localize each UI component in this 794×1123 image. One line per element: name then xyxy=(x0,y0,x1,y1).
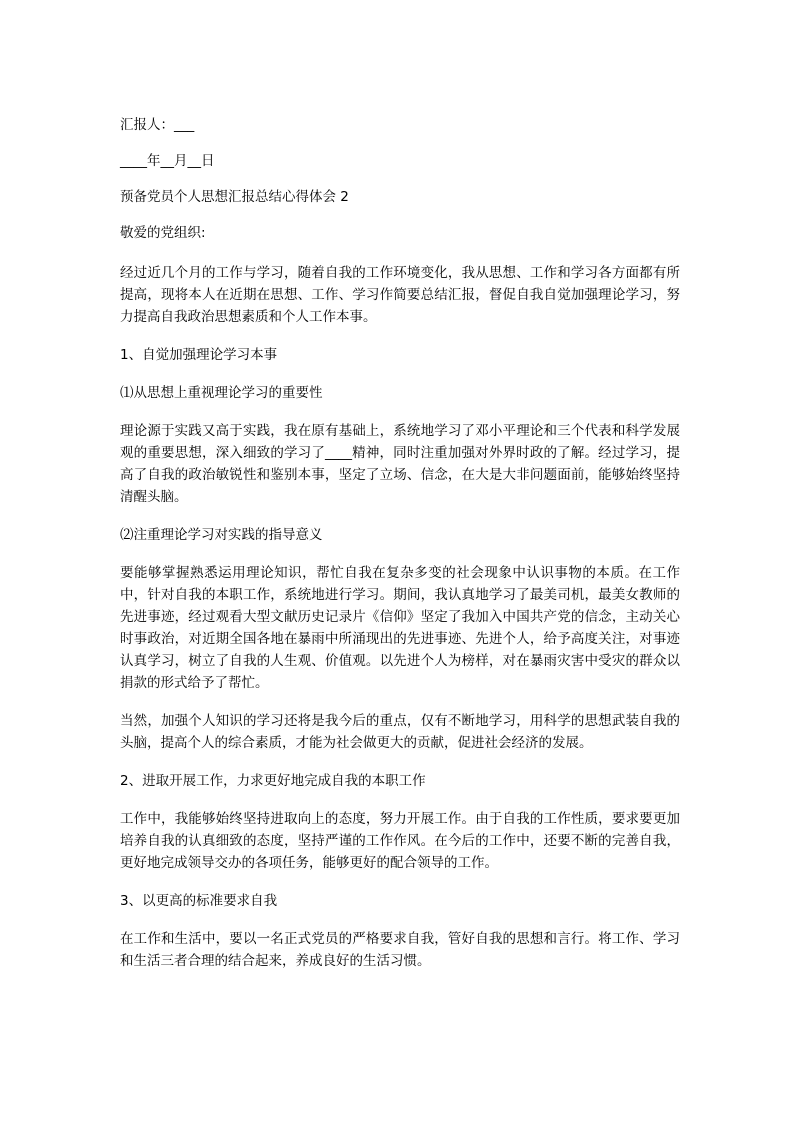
date-line: ____年__月__日 xyxy=(120,153,215,169)
subsection-2-paragraph: 要能够掌握熟悉运用理论知识，帮忙自我在复杂多变的社会现象中认识事物的本质。在工作中，针对自我的本职工作，系统地进行学习。期间，我认真地学习了最美司机，最美女教师的先进事迹，经过观看大型文献历史记录片《信仰》坚定了我加入中国共产党的信念，主动关心时事政治，对近期全国各地在暴雨中所涌现出的先进事迹、先进个人，给予高度关注，对事迹认真学习，树立了自我的人生观、价值观。以先进个人为榜样，对在暴雨灾害中受灾的群众以捐款的形式给予了帮忙。 xyxy=(120,565,680,691)
document-page xyxy=(120,112,680,972)
salutation: 敬爱的党组织: xyxy=(120,225,206,241)
subsection-2-paragraph-2: 当然，加强个人知识的学习还将是我今后的重点，仅有不断地学习，用科学的思想武装自我的头脑，提高个人的综合素质，才能为社会做更大的贡献，促进社会经济的发展。 xyxy=(120,713,680,751)
subsection-1-heading: ⑴从思想上重视理论学习的重要性 xyxy=(120,385,323,401)
section-2-paragraph: 工作中，我能够始终坚持进取向上的态度，努力开展工作。由于自我的工作性质，要求要更加培养自我的认真细致的态度，坚持严谨的工作作风。在今后的工作中，还要不断的完善自我，更好地完成领导交办的各项任务，能够更好的配合领导的工作。 xyxy=(120,811,680,871)
intro-paragraph: 经过近几个月的工作与学习，随着自我的工作环境变化，我从思想、工作和学习各方面都有所提高，现将本人在近期在思想、工作、学习作简要总结汇报，督促自我自觉加强理论学习，努力提高自我政治思想素质和个人工作本事。 xyxy=(120,265,680,325)
subsection-2-heading: ⑵注重理论学习对实践的指导意义 xyxy=(120,527,323,543)
section-3-paragraph: 在工作和生活中，要以一名正式党员的严格要求自我，管好自我的思想和言行。将工作、学习和生活三者合理的结合起来，养成良好的生活习惯。 xyxy=(120,931,680,969)
section-1-heading: 1、自觉加强理论学习本事 xyxy=(120,347,278,363)
subsection-1-paragraph: 理论源于实践又高于实践，我在原有基础上，系统地学习了邓小平理论和三个代表和科学发展观的重要思想，深入细致的学习了____精神，同时注重加强对外界时政的了解。经过学习，提高了自我的政治敏锐性和鉴别本事，坚定了立场、信念，在大是大非问题面前，能够始终坚持清醒头脑。 xyxy=(120,423,680,505)
section-3-heading: 3、以更高的标准要求自我 xyxy=(120,893,278,909)
reporter-line: 汇报人：___ xyxy=(120,117,195,133)
section-2-heading: 2、进取开展工作，力求更好地完成自我的本职工作 xyxy=(120,773,426,789)
document-title: 预备党员个人思想汇报总结心得体会 2 xyxy=(120,189,349,205)
